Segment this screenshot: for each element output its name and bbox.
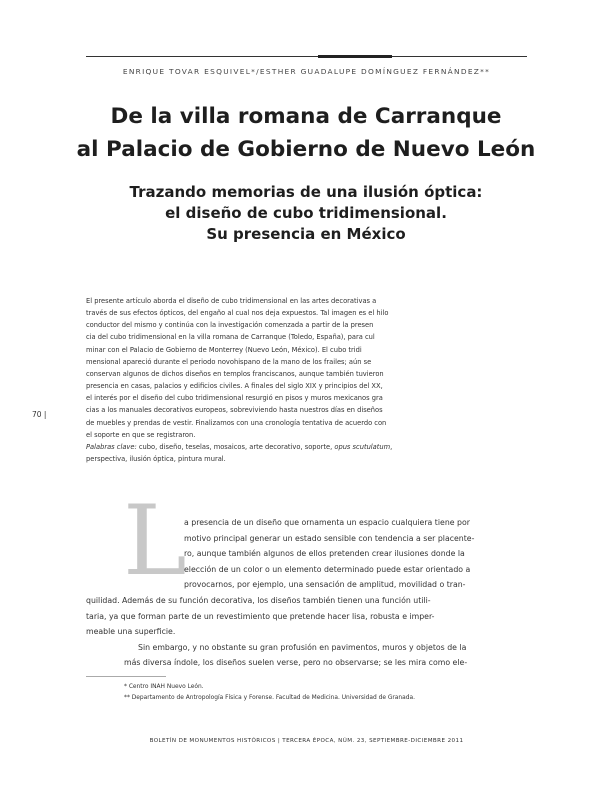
header-rule [86, 56, 527, 57]
abstract-line: el interés por el diseño del cubo tridimensional resurgió en pisos y muros mexicanos gra [86, 394, 383, 403]
abstract-line: través de sus efectos ópticos, del engaño al cual nos deja expuestos. Tal imagen es el hilo [86, 309, 389, 318]
footnote: ** Departamento de Antropología Física y Forense. Facultad de Medicina. Universidad de Granada. [124, 695, 415, 701]
abstract-line: minar con el Palacio de Gobierno de Monterrey (Nuevo León, México). El cubo tridi [86, 345, 362, 354]
article-title [60, 100, 552, 166]
body-line: más diversa índole, los diseños suelen verse, pero no observarse; se les mira como ele- [124, 658, 468, 668]
footnotes [124, 682, 524, 704]
keywords-text: cubo, diseño, teselas, mosaicos, arte decorativo, soporte, [136, 442, 335, 451]
abstract-line: conductor del mismo y continúa con la investigación comenzada a partir de la presen [86, 321, 374, 330]
body-line: provocarnos, por ejemplo, una sensación de amplitud, movilidad o tran- [184, 580, 466, 590]
subtitle-line: Trazando memorias de una ilusión óptica: [129, 183, 483, 201]
journal-footer: BOLETÍN DE MONUMENTOS HISTÓRICOS | TERCERA ÉPOCA, NÚM. 23, SEPTIEMBRE-DICIEMBRE 2011 [149, 738, 464, 744]
keywords-label: Palabras clave: [86, 442, 137, 451]
keywords [86, 441, 442, 453]
body-line: Sin embargo, y no obstante su gran profusión en pavimentos, muros y objetos de la [138, 642, 467, 652]
article-subtitle [100, 182, 512, 245]
footnote-rule [86, 676, 166, 677]
abstract-line: presencia en casas, palacios y edificios civiles. A finales del siglo XIX y principios del XX, [86, 382, 383, 391]
header-rule-accent [318, 55, 392, 58]
authors: ENRIQUE TOVAR ESQUIVEL*/ESTHER GUADALUPE DOMÍNGUEZ FERNÁNDEZ** [122, 67, 491, 76]
abstract-line: cias a los manuales decorativos europeos, sobreviviendo hasta nuestros días en diseños [86, 406, 383, 415]
abstract-line: mensional apareció durante el periodo novohispano de la mano de los frailes; aún se [86, 357, 372, 366]
abstract-line: conservan algunos de dichos diseños en templos franciscanos, aunque también tuvieron [86, 369, 384, 378]
abstract-line: cia del cubo tridimensional en la villa romana de Carranque (Toledo, España), para cul [86, 333, 375, 342]
title-line: al Palacio de Gobierno de Nuevo León [76, 137, 536, 162]
abstract-line: de muebles y prendas de vestir. Finalizamos con una cronología tentativa de acuerdo con [86, 418, 387, 427]
subtitle-line: el diseño de cubo tridimensional. [165, 204, 447, 222]
keywords-italic: opus scutulatum [334, 442, 391, 451]
abstract [86, 295, 442, 465]
body-line: meable una superficie. [86, 627, 176, 637]
subtitle-line: Su presencia en México [206, 225, 406, 243]
body-line: a presencia de un diseño que ornamenta un espacio cualquiera tiene por [184, 518, 470, 527]
abstract-line: el soporte en que se registraron. [86, 430, 196, 439]
keywords-line-2: perspectiva, ilusión óptica, pintura mural. [86, 455, 226, 464]
drop-cap: L [123, 485, 187, 597]
page-number: 70 | [32, 410, 47, 419]
abstract-line: El presente artículo aborda el diseño de cubo tridimensional en las artes decorativas a [86, 297, 377, 305]
body-line: quilidad. Además de su función decorativa, los diseños también tienen una función utili- [86, 595, 431, 605]
body-line: ro, aunque también algunos de ellos pretenden crear ilusiones donde la [184, 549, 465, 559]
body-line: taria, ya que forman parte de un revestimiento que pretende hacer lisa, robusta e imper- [86, 611, 435, 621]
body-text [86, 515, 526, 671]
keywords-end: , [390, 442, 393, 451]
footnote: * Centro INAH Nuevo León. [124, 684, 204, 690]
body-line: elección de un color o un elemento determinado puede estar orientado a [184, 564, 471, 574]
title-line: De la villa romana de Carranque [110, 104, 502, 129]
body-line: motivo principal generar un estado sensible con tendencia a ser placente- [184, 533, 475, 543]
